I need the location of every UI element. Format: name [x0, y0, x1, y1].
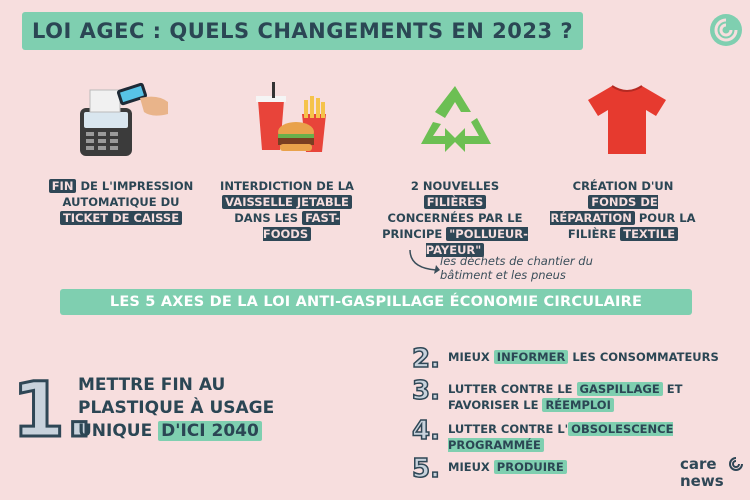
change-card-vaisselle: INTERDICTION DE LA VAISSELLE JETABLE DANS LES FAST-FOODS — [220, 179, 354, 241]
recycle-icon — [415, 82, 495, 160]
payment-terminal-icon — [70, 80, 170, 160]
brand-swirl-icon — [728, 456, 744, 472]
axis-1-text: METTRE FIN AU PLASTIQUE À USAGE UNIQUE D'ICI 2040 — [78, 375, 275, 441]
axis-2 — [412, 345, 738, 373]
axis-4-number: 4. — [412, 416, 440, 446]
tshirt-icon — [582, 82, 672, 157]
page-title: LOI AGEC : QUELS CHANGEMENTS EN 2023 ? — [22, 12, 583, 50]
axis-5-number: 5. — [412, 454, 440, 484]
axis-1-number — [10, 365, 94, 454]
change-card-ticket: FIN DE L'IMPRESSION AUTOMATIQUE DU TICKET DE CAISSE — [46, 178, 196, 226]
curved-arrow-icon — [404, 248, 440, 276]
change-card-filieres: 2 NOUVELLES FILIÈRES CONCERNÉES PAR LE PRINCIPE "POLLUEUR-PAYEUR" — [382, 179, 528, 257]
svg-text:1.: 1. — [12, 365, 94, 454]
filieres-note: les déchets de chantier du bâtiment et les pneus — [440, 254, 593, 282]
carenews-brand: care news — [680, 455, 724, 490]
axis-2-number: 2. — [412, 344, 440, 374]
carenews-logo-icon — [708, 12, 744, 48]
axis-3-text: LUTTER CONTRE LE GASPILLAGE ET FAVORISER LE RÉEMPLOI — [448, 382, 683, 412]
axis-5-text: MIEUX PRODUIRE — [448, 455, 738, 475]
fast-food-icon — [250, 80, 340, 160]
change-card-textile: CRÉATION D'UN FONDS DE RÉPARATION POUR LA FILIÈRE TEXTILE — [550, 179, 696, 241]
axis-2-text: MIEUX INFORMER LES CONSOMMATEURS — [448, 350, 719, 364]
axis-4-text: LUTTER CONTRE L' OBSOLESCENCE PROGRAMMÉE — [448, 422, 674, 452]
axis-4 — [412, 417, 738, 453]
axes-banner: LES 5 AXES DE LA LOI ANTI-GASPILLAGE ÉCONOMIE CIRCULAIRE — [60, 289, 692, 315]
axis-3 — [412, 377, 738, 413]
axis-3-number: 3. — [412, 376, 440, 406]
